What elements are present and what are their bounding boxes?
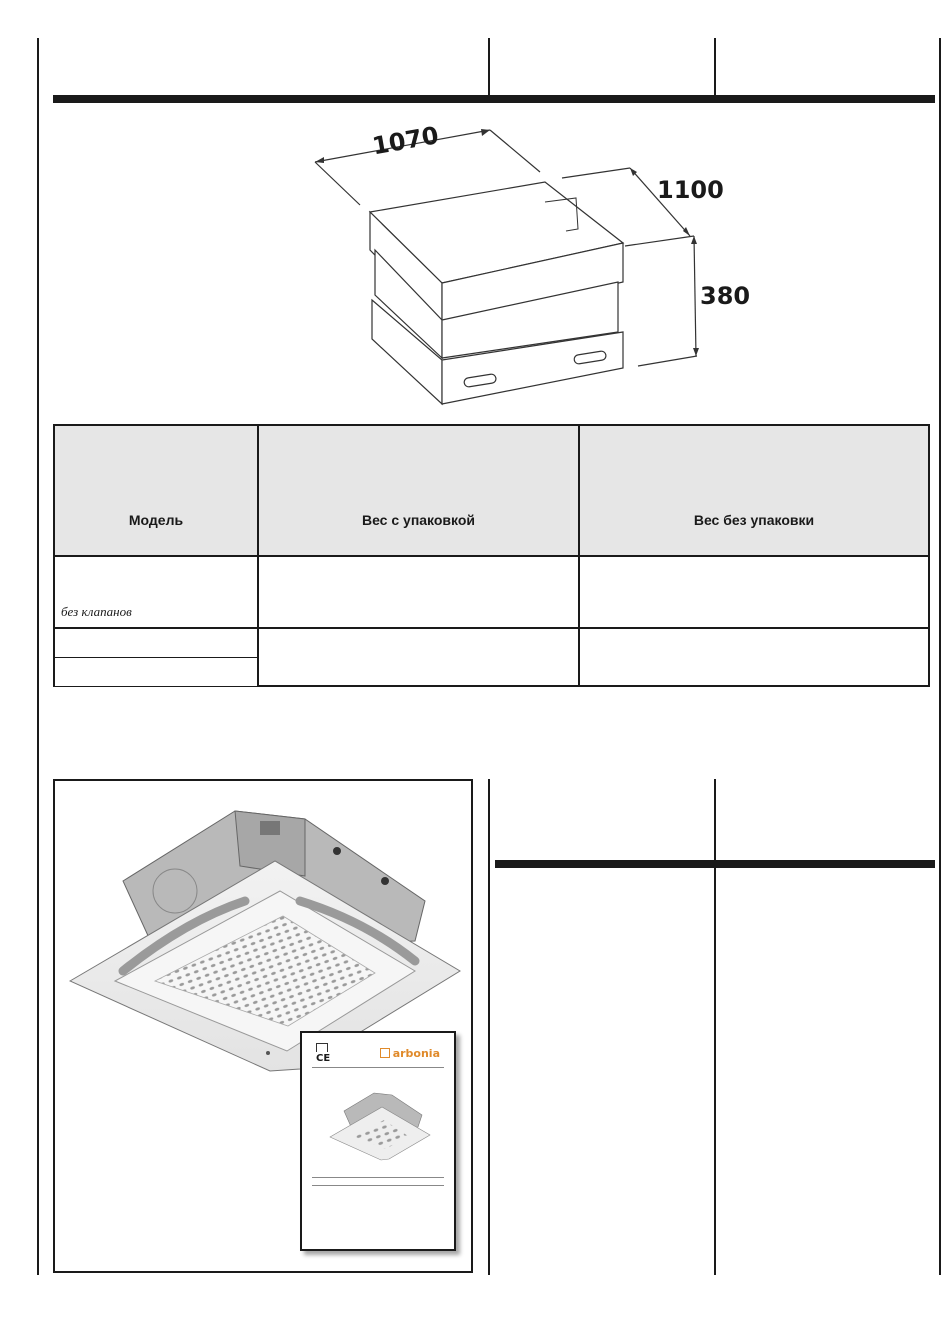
no-valves-note: без клапанов [61, 604, 132, 619]
manual-booklet [300, 1031, 456, 1251]
dimension-height-label: 380 [700, 282, 751, 310]
dimension-width-label: 1070 [370, 121, 441, 161]
brand-logo-icon [380, 1048, 390, 1058]
with-packaging-cell [258, 628, 579, 686]
lower-divider-2 [714, 779, 716, 1275]
without-packaging-column-header: Вес без упаковки [579, 425, 929, 556]
brand-name: arbonia [392, 1047, 440, 1060]
table-row [54, 628, 929, 657]
booklet-ce-mark: CE [316, 1053, 331, 1064]
package-dimensions-drawing [300, 110, 760, 415]
without-packaging-cell [579, 628, 929, 686]
header-divider-1 [488, 38, 490, 96]
dimension-depth-label: 1100 [657, 176, 724, 204]
model-cell [54, 657, 258, 686]
booklet-rule-2 [312, 1185, 444, 1186]
with-packaging-column-header: Вес с упаковкой [258, 425, 579, 556]
table-row [54, 556, 929, 628]
booklet-top-rule [312, 1067, 444, 1068]
lower-divider-1 [488, 779, 490, 1275]
weight-table [53, 424, 930, 687]
product-image-frame [53, 779, 473, 1273]
model-column-header: Модель [54, 425, 258, 556]
header-rule [53, 95, 935, 103]
lower-header-rule [495, 860, 935, 868]
model-cell [54, 556, 258, 628]
without-packaging-cell [579, 556, 929, 628]
booklet-brand [380, 1047, 440, 1060]
booklet-rule-1 [312, 1177, 444, 1178]
right-margin-line [939, 38, 941, 1275]
booklet-symbol-icon [316, 1043, 328, 1052]
booklet-cassette-thumbnail [326, 1085, 436, 1165]
header-divider-2 [714, 38, 716, 96]
model-cell [54, 628, 258, 657]
left-margin-line [37, 38, 39, 1275]
with-packaging-cell [258, 556, 579, 628]
